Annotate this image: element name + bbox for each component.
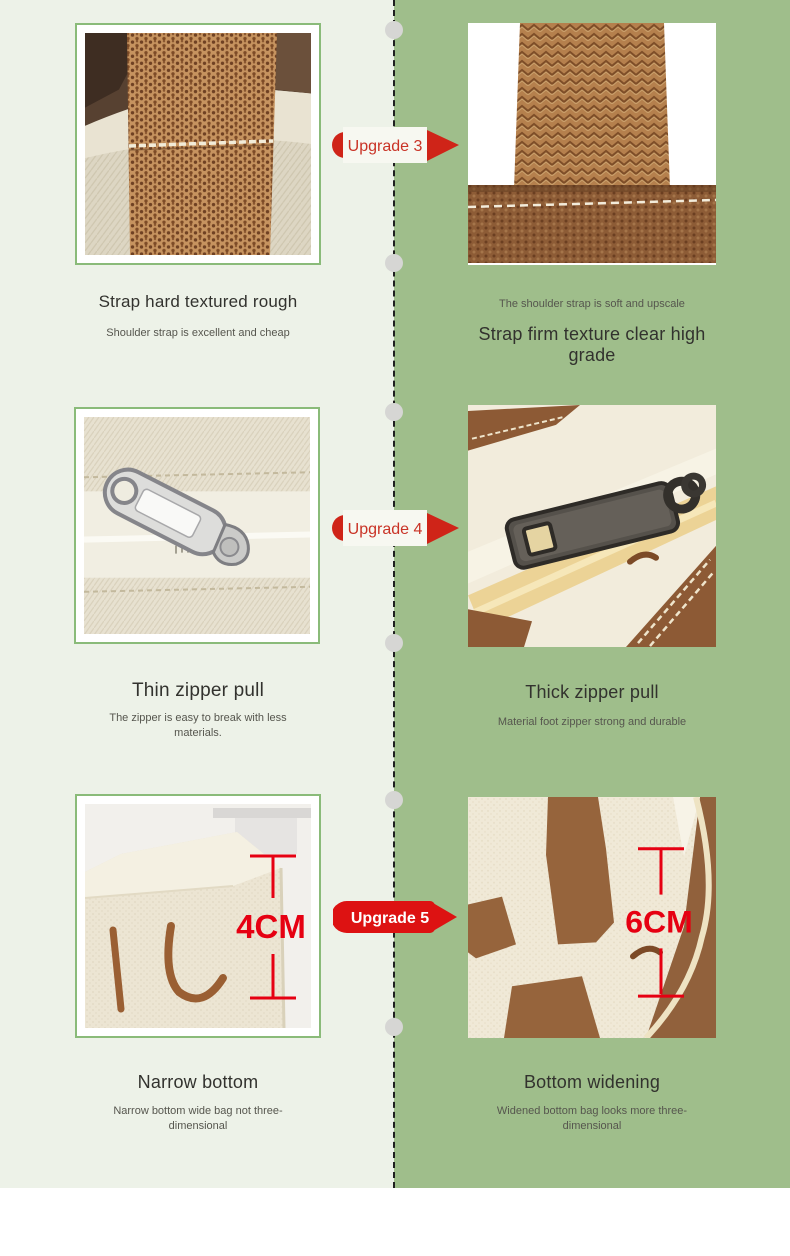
rough-strap-illustration	[85, 33, 311, 255]
divider-dot	[385, 1018, 403, 1036]
upgrade-5-badge	[333, 895, 458, 939]
row1-right-subtitle: The shoulder strap is soft and upscale	[499, 298, 685, 310]
upgrade-3-badge	[331, 125, 461, 165]
row2-left-title: Thin zipper pull	[131, 680, 265, 701]
measurement-4cm-label: 4CM	[236, 908, 306, 945]
upgrade-4-badge-graphic	[331, 508, 461, 548]
row2-right-caption	[468, 682, 716, 730]
divider-dot	[385, 254, 403, 272]
measurement-6cm-label: 6CM	[625, 903, 693, 940]
badge-label: Upgrade 5	[350, 910, 430, 927]
divider-dot	[385, 791, 403, 809]
thin-zipper-illustration	[84, 417, 310, 634]
arrow-right-icon	[427, 513, 459, 544]
row2-left-subtitle: The zipper is easy to break with less materials.	[109, 712, 287, 739]
smooth-strap-photo	[468, 23, 716, 265]
narrow-bottom-illustration	[85, 804, 311, 1028]
upgrade-5-badge-graphic	[333, 895, 458, 939]
badge-label: Upgrade 3	[347, 138, 423, 155]
upgrade-4-badge	[331, 508, 461, 548]
row1-left-subtitle: Shoulder strap is excellent and cheap	[106, 327, 290, 339]
row2-right-subtitle: Material foot zipper strong and durable	[497, 716, 687, 728]
arrow-right-icon	[433, 903, 457, 931]
row3-left-subtitle: Narrow bottom wide bag not three-dimensional	[113, 1105, 283, 1132]
row1-left-title: Strap hard textured rough	[98, 292, 298, 311]
thick-zipper-photo	[468, 405, 716, 647]
wide-bottom-illustration	[468, 797, 716, 1038]
row3-right-subtitle: Widened bottom bag looks more three-dimensional	[496, 1105, 688, 1132]
row3-left-caption	[75, 1072, 321, 1134]
divider-dot	[385, 403, 403, 421]
row2-left-caption	[75, 680, 321, 741]
row1-left-caption	[75, 291, 321, 341]
row1-right-title: Strap firm texture clear high grade	[478, 324, 706, 365]
row3-left-title: Narrow bottom	[137, 1072, 259, 1092]
divider-dot	[385, 21, 403, 39]
smooth-strap-illustration	[468, 23, 716, 265]
narrow-bottom-photo	[75, 794, 321, 1038]
arrow-right-icon	[427, 130, 459, 161]
row3-right-title: Bottom widening	[523, 1072, 661, 1092]
thick-zipper-illustration	[468, 405, 716, 647]
row3-right-caption	[468, 1072, 716, 1134]
thin-zipper-photo	[74, 407, 320, 644]
badge-label: Upgrade 4	[347, 521, 423, 538]
dashed-divider-line	[393, 0, 395, 1188]
row2-right-title: Thick zipper pull	[525, 682, 659, 702]
rough-strap-photo	[75, 23, 321, 265]
wide-bottom-photo	[468, 797, 716, 1038]
divider-dot	[385, 634, 403, 652]
upgrade-3-badge-graphic	[331, 125, 461, 165]
row1-right-caption	[468, 297, 716, 366]
